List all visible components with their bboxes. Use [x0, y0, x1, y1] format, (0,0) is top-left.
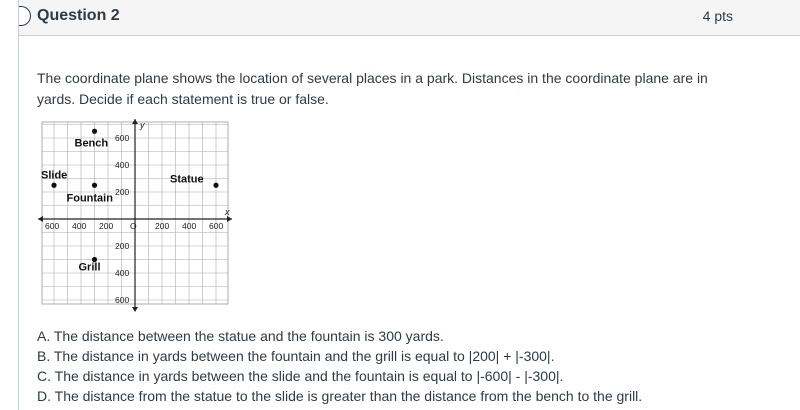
statement-d: D. The distance from the statue to the slide is greater than the distance from the bench to the grill. [37, 388, 643, 404]
point-statue [213, 183, 218, 188]
question-points: 4 pts [702, 8, 733, 24]
x-axis-arrow-left [38, 216, 43, 222]
y-tick-label: 600 [115, 295, 130, 305]
x-tick-label: 400 [182, 221, 197, 231]
point-label-grill: Grill [78, 261, 101, 274]
coordinate-plane [36, 118, 234, 314]
point-label-slide: Slide [41, 169, 68, 182]
point-bench [92, 129, 97, 134]
y-axis-arrow-up [132, 119, 138, 124]
statement-b: B. The distance in yards between the fountain and the grill is equal to |200| + |-300|. [37, 348, 555, 364]
x-tick-label: 200 [155, 221, 170, 231]
axes [38, 119, 232, 312]
statement-c: C. The distance in yards between the slide and the fountain is equal to |-600| - |-300|. [37, 368, 564, 384]
x-axis-label: x [225, 207, 230, 217]
question-title: Question 2 [37, 7, 120, 24]
y-tick-label: 600 [115, 133, 130, 143]
statement-a: A. The distance between the statue and the fountain is 300 yards. [37, 328, 444, 344]
y-axis-arrow-down [132, 307, 138, 312]
point-label-fountain: Fountain [66, 192, 113, 205]
y-axis-label: y [140, 120, 145, 130]
x-tick-label: 600 [209, 221, 224, 231]
point-slide [51, 183, 56, 188]
y-tick-label: 400 [115, 268, 130, 278]
y-tick-label: 200 [115, 187, 130, 197]
x-tick-label: 400 [72, 221, 87, 231]
x-tick-label: 200 [99, 221, 114, 231]
point-label-statue: Statue [170, 173, 204, 186]
x-tick-label: O [130, 221, 137, 231]
y-tick-label: 400 [115, 160, 130, 170]
question-prompt: The coordinate plane shows the location of several places in a park. Distances in the coordinate plane are in yards. Decide if each statement is true or false. [37, 70, 708, 107]
y-tick-label: 200 [115, 241, 130, 251]
flag-question-icon[interactable] [19, 6, 31, 26]
point-label-bench: Bench [74, 137, 109, 150]
point-fountain [92, 183, 97, 188]
x-tick-label: 600 [45, 221, 60, 231]
statement-list [37, 326, 757, 406]
question-header [19, 0, 800, 36]
